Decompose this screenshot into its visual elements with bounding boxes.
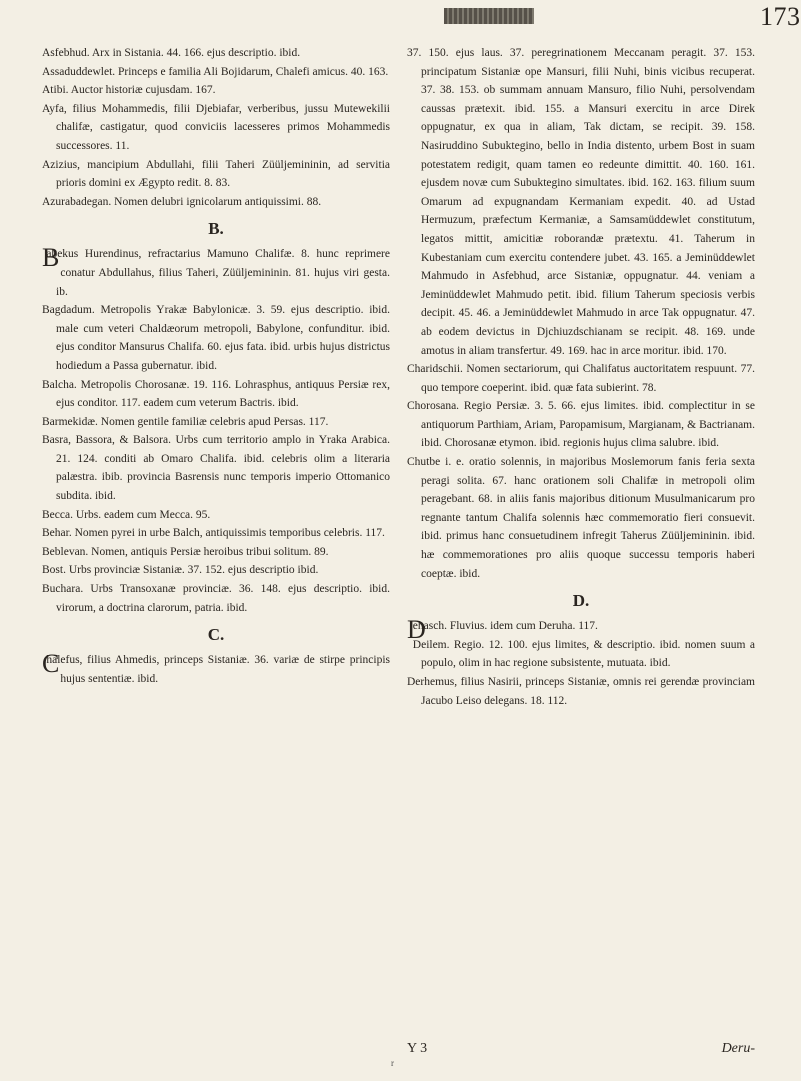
index-entry: Balcha. Metropolis Chorosanæ. 19. 116. Lohrasphus, antiquus Persiæ rex, ejus conditor. 117. eadem cum veterum Bactris. ibid. xyxy=(42,378,390,410)
index-entry: Ayfa, filius Mohammedis, filii Djebiafar, verberibus, jussu Mutewekilii chalifæ, castigatur, quod conviciis lacesseres primos Mohammedis successores. 11. xyxy=(42,102,390,152)
letter-heading: C. xyxy=(207,625,225,645)
index-entry: Basra, Bassora, & Balsora. Urbs cum territorio amplo in Yraka Arabica. 21. 124. conditi ab Omaro Chalifa. ibid. celebris olim a literaria palæstra. ibib. provincia Basrensis nunc temporis imperio Ottomanico subdita. ibid. xyxy=(42,434,390,503)
index-entry: Azurabadegan. Nomen delubri ignicolarum antiquissimi. 88. xyxy=(42,195,322,208)
index-entry: Chutbe i. e. oratio solennis, in majoribus Moslemorum fanis feria sexta peragi solita. 67. hanc orationem soli Chalifæ in metropoli olim peragebant. 68. in aliis fanis majoribus ditionum Musulmanicarum pro regnante tantum Chalifa solennis hæc commemoratio fieri consuevit. ibid. primus hanc consuetudinem infregit Taherus Züüljemininin. ibid. hæ commemorationes pro aliis quoque successu temporis haberi coeptæ. ibid. xyxy=(407,456,755,580)
index-column-left xyxy=(42,44,390,688)
index-entry: Asfebhud. Arx in Sistania. 44. 166. ejus descriptio. ibid. xyxy=(42,47,301,59)
letter-heading: B. xyxy=(208,219,224,239)
index-entry: Chorosana. Regio Persiæ. 3. 5. 66. ejus limites. ibid. complectitur in se antiquorum Parthiam, Ariam, Paropamisum, Margianam, & Bactrianam. ibid. Chorosanæ etymon. ibid. regionis hujus clima salubre. ibid. xyxy=(407,400,755,450)
index-entry: Atibi. Auctor historiæ cujusdam. 167. xyxy=(42,84,216,97)
index-entry: Charidschii. Nomen sectariorum, qui Chalifatus auctoritatem respuunt. 77. quo tempore coeperint. ibid. quæ fata subierint. 78. xyxy=(407,363,755,394)
catchword: Deru- xyxy=(721,1041,755,1056)
index-entry: Behar. Nomen pyrei in urbe Balch, antiquissimis temporibus celebris. 117. xyxy=(42,527,385,540)
library-stamp xyxy=(444,8,534,24)
page-footer xyxy=(407,1041,755,1057)
letter-heading: D. xyxy=(572,591,590,611)
bottom-mark: r xyxy=(391,1058,394,1068)
index-entry: Bagdadum. Metropolis Yrakæ Babylonicæ. 3. 59. ejus descriptio. ibid. male cum veteri Chaldæorum metropoli, Babylone, confunditur. ibid. ejus conditor Mansurus Chalifa. 60. ejus fata. ibid. urbis hujus districtus hodiedum a Passa gubernatur. ibid. xyxy=(42,304,390,372)
signature-mark: Y 3 xyxy=(407,1041,428,1056)
index-entry: Buchara. Urbs Transoxanæ provinciæ. 36. 148. ejus descriptio. ibid. virorum, a doctrina clarorum, patria. ibid. xyxy=(42,583,390,614)
index-entry: Dehasch. Fluvius. idem cum Deruha. 117. xyxy=(407,615,598,645)
index-entry: Deilem. Regio. 12. 100. ejus limites, & descriptio. ibid. nomen suum a populo, olim in hac regione subsistente, mutuata. ibid. xyxy=(412,638,755,670)
index-entry: Derhemus, filius Nasirii, princeps Sistaniæ, omnis rei gerendæ provinciam Jacubo Leiso delegans. 18. 112. xyxy=(407,676,755,707)
index-column-right xyxy=(407,44,755,710)
index-entry: 37. 150. ejus laus. 37. peregrinationem Meccanam peragit. 37. 153. principatum Sistaniæ ope Mansuri, filii Nuhi, binis vicibus recuperat. 37. 38. 153. ob summam annuam Mansuro, filio Nuhi, persolvendam caussas prætexit. ibid. 155. a Mansuri exercitu in arce Direk oppugnatur, ex qua in aliam, Tak dictam, se recipit. 39. 158. Nasiruddino Subuktegino, bello in India distento, urbem Bost in suam potestatem redigit, quam tamen eo redeunte dimittit. 40. 160. 161. ejusdem novæ cum Subuktegino simultates. ibid. 162. 163. filium suum Omarum ad expugnandam Kermaniam expedit. 40. ad Ustad Hermuzum, præfectum Kermaniæ, a Samsamüddewlet constitutum, legatos mittit, amicitiæ roborandæ prætextu. 41. Taherum in Kubestaniam cum exercitu contendere jubet. 43. 165. a Jeminüddewlet Mahmudo in Asfebhud, arce Sistaniæ, oppugnatur. 44. veniam a Jeminüddewlet Mahmudo petit. ibid. filium Taherum speciosis verbis decipit. 45. 46. a Jeminüddewlet Mahmudo in arce Tak oppugnatur. 47. ab eodem devictus in Djchiuzdschianam se recipit. 48. 169. unde amotus in aliam transfertur. 49. 169. hac in arce moritur. ibid. 170. xyxy=(407,47,755,357)
index-entry: Babekus Hurendinus, refractarius Mamuno Chalifæ. 8. hunc reprimere conatur Abdullahus, filius Taheri, Züüljemininin. 81. hujus viri gesta. ib. xyxy=(42,243,390,298)
index-entry: Bost. Urbs provinciæ Sistaniæ. 37. 152. ejus descriptio ibid. xyxy=(42,564,319,577)
index-entry: Becca. Urbs. eadem cum Mecca. 95. xyxy=(42,508,211,521)
index-entry: Barmekidæ. Nomen gentile familiæ celebris apud Persas. 117. xyxy=(42,415,329,428)
index-entry: Azizius, mancipium Abdullahi, filii Taheri Züüljemininin, ad servitia prioris domini ex Ægypto redit. 8. 83. xyxy=(42,158,390,190)
index-entry: Assaduddewlet. Princeps e familia Ali Bojidarum, Chalefi amicus. 40. 163. xyxy=(42,65,389,78)
index-entry: Chalefus, filius Ahmedis, princeps Sistaniæ. 36. variæ de stirpe principis hujus sententiæ. ibid. xyxy=(42,649,390,685)
page-number: 173 xyxy=(760,2,801,31)
index-entry: Beblevan. Nomen, antiquis Persiæ heroibus tribui solitum. 89. xyxy=(42,545,329,558)
